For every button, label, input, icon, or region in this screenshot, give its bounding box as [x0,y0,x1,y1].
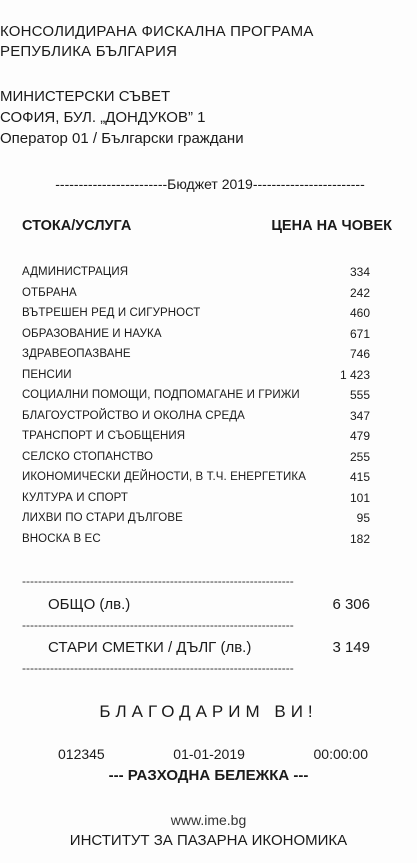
list-item [22,303,370,324]
total-label: ОБЩО (лв.) [48,596,131,613]
list-item [22,508,370,529]
list-item [22,344,370,365]
list-item [22,467,370,488]
item-name: БЛАГОУСТРОЙСТВО И ОКОЛНА СРЕДА [22,409,245,422]
item-value: 255 [349,449,370,464]
item-name: АДМИНИСТРАЦИЯ [22,266,129,278]
item-value: 95 [356,511,370,525]
item-value: 182 [349,531,370,546]
column-headers [22,218,392,234]
list-item [22,406,370,427]
item-value: 746 [349,347,370,361]
item-name: ЗДРАВЕОПАЗВАНЕ [22,348,131,360]
list-item [22,385,370,406]
receipt-number: 012345 [58,746,105,762]
item-value: 101 [349,490,370,505]
list-item [22,324,370,345]
receipt-header-issuer [0,86,417,149]
column-price-header: ЦЕНА НА ЧОВЕК [271,218,392,234]
separator-line: -------------------------------------------------------------------- [22,574,294,588]
receipt-header-program [0,22,417,62]
item-value: 415 [349,470,370,484]
item-name: КУЛТУРА И СПОРТ [22,491,129,504]
items-list [22,262,370,549]
item-name: ОТБРАНА [22,286,77,299]
receipt-date: 01-01-2019 [173,746,245,762]
item-name: ВНОСКА В ЕС [22,532,101,545]
item-value: 347 [349,408,370,423]
total-row [48,596,370,613]
header-line-program: КОНСОЛИДИРАНА ФИСКАЛНА ПРОГРАМА [0,23,314,40]
receipt-time: 00:00:00 [313,746,368,762]
separator-line: -------------------------------------------------------------------- [22,661,294,675]
thanks-message: БЛАГОДАРИМ ВИ! [99,702,318,721]
item-value: 479 [349,429,370,443]
item-value: 1 423 [339,367,370,382]
list-item [22,283,370,304]
item-name: СЕЛСКО СТОПАНСТВО [22,450,154,463]
header-line-operator: Оператор 01 / Български граждани [0,130,244,147]
item-name: ВЪТРЕШЕН РЕД И СИГУРНОСТ [22,307,201,319]
item-value: 671 [349,326,370,341]
institute-name: ИНСТИТУТ ЗА ПАЗАРНА ИКОНОМИКА [69,832,348,849]
list-item [22,365,370,386]
item-name: ОБРАЗОВАНИЕ И НАУКА [22,327,162,340]
separator-line: -------------------------------------------------------------------- [22,618,294,632]
website-link[interactable]: www.ime.bg [170,812,247,828]
item-name: ТРАНСПОРТ И СЪОБЩЕНИЯ [22,430,186,442]
budget-title: ------------------------Бюджет 2019------------------------ [55,176,365,192]
list-item [22,488,370,509]
list-item [22,529,370,550]
column-item-header: СТОКА/УСЛУГА [22,218,132,234]
item-value: 242 [349,285,370,300]
list-item [22,262,370,283]
item-name: ЛИХВИ ПО СТАРИ ДЪЛГОВЕ [22,512,183,524]
item-value: 460 [349,306,370,320]
header-line-country: РЕПУБЛИКА БЪЛГАРИЯ [0,43,178,60]
debt-value: 3 149 [332,639,370,656]
debt-label: СТАРИ СМЕТКИ / ДЪЛГ (лв.) [48,639,252,656]
list-item [22,426,370,447]
debt-row [48,639,370,656]
item-name: СОЦИАЛНИ ПОМОЩИ, ПОДПОМАГАНЕ И ГРИЖИ [22,389,300,401]
item-name: ПЕНСИИ [22,368,72,381]
receipt-type: --- РАЗХОДНА БЕЛЕЖКА --- [108,767,309,784]
item-name: ИКОНОМИЧЕСКИ ДЕЙНОСТИ, В Т.Ч. ЕНЕРГЕТИКА [22,471,306,483]
list-item [22,447,370,468]
item-value: 334 [349,265,370,279]
header-line-address: СОФИЯ, БУЛ. „ДОНДУКОВ” 1 [0,109,206,126]
total-value: 6 306 [332,596,370,613]
header-line-council: МИНИСТЕРСКИ СЪВЕТ [0,88,171,105]
item-value: 555 [349,388,370,402]
receipt-meta [58,746,368,762]
